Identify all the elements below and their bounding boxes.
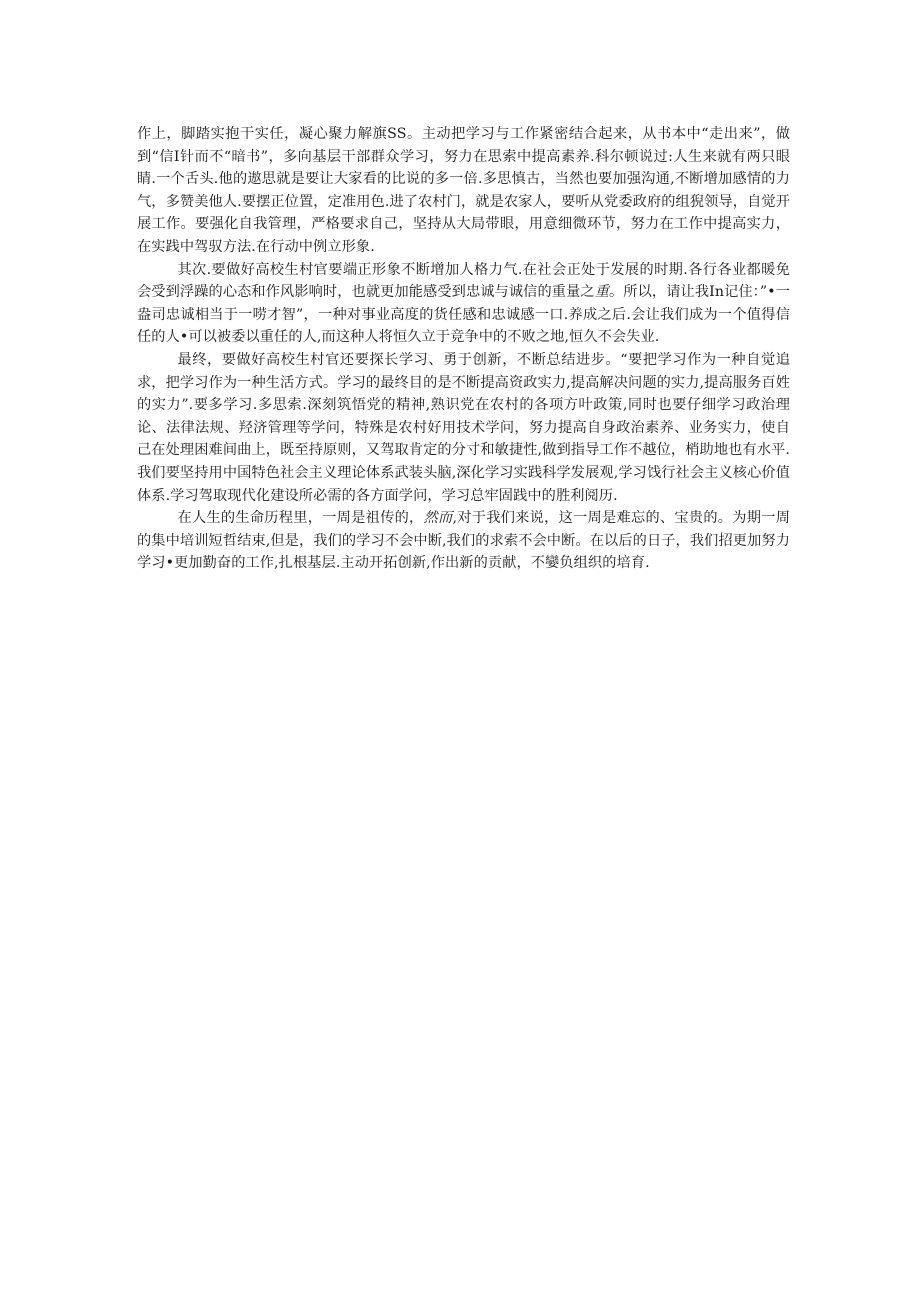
paragraph-4: [137, 507, 790, 575]
paragraph-1: [137, 123, 790, 259]
text-segment: 作上，脚踏实抱干实任，凝心聚力解旗SS。主动把学习与工作紧密结合起来，从书本中“走出来”，做到“信I针而不“暗书”，多向基层干部群众学习，努力在思索中提高素养.科尔顿说过:人生来就有两只眼睛.一个舌头.他的遨思就是要让大家看的比说的多一倍.多思慎古，当然也要加强沟通,不断增加感情的力气，多赞美他人.要摆正位置，定准用色.进了农村门，就是农家人，要听从党委政府的组猊领导，自觉开展工作。要强化自我管理，严格要求自己，坚持从大局带眼，用意细微环节，努力在工作中提高实力，在实践中驾驭方法.在行动中例立形象.: [137, 126, 790, 255]
italic-text: 然而: [423, 510, 453, 527]
text-segment: 在人生的生命历程里，一周是祖传的，: [177, 510, 424, 527]
paragraph-2: [137, 259, 790, 349]
document-body: [137, 123, 790, 575]
text-segment: 其次.要做好高校生村官要端正形象不断增加人格力气.在社会正处于发展的时期.各行各业都暖免会受到浮躁的心态和作风影响时，也就更加能感受到忠诚与诚信的重量之: [137, 261, 790, 301]
paragraph-3: [137, 349, 790, 507]
text-segment: 。所以，请让我In记住：”•一盎司忠诚相当于一唠才智”，一种对事业高度的货任感和忠诚感一口.养成之后.会让我们成为一个值得信任的人•可以被委以重任的人,而这种人将恒久立于竞争中的不败之地,恒久不会失业.: [137, 284, 791, 346]
text-segment: ,对于我们来说，这一周是难忘的、宝贵的。为期一周的集中培训短哲结束,但是，我们的学习不会中断,我们的求索不会中断。在以后的日子，我们招更加努力学习•更加勤奋的工作,扎根基层.主动开拓创新,作出新的贡献，不孌负组织的培育.: [137, 510, 790, 572]
text-segment: 最终，要做好高校生村官还要探长学习、勇于创新，不断总结进步。“要把学习作为一种自觉追求，把学习作为一种生活方式。学习的最终目的是不断提高资政实力,提高解决问题的实力,提高服务百姓的实力”.要多学习.多思索.深刻筑悟党的精神,熟识党在农村的各项方叶政策,同时也要仔细学习政治理论、法律法规、羟济管理等学问，特殊是农村好用技术学问，努力提高自身政治素养、业务实力，使自己在处理困难间曲上，既至持原则，又驾取肯定的分寸和敏捷性,做到指导工作不越位，梢助地也有水平.我们要坚持用中国特色社会主义理论体系武装头脑,深化学习实践科学发展观,学习饯行社会主义核心价值体系.学习驾取现代化建设所必需的各方面学问，学习总牢固践中的胜利阅历.: [137, 351, 790, 504]
italic-text: 重: [594, 284, 609, 301]
